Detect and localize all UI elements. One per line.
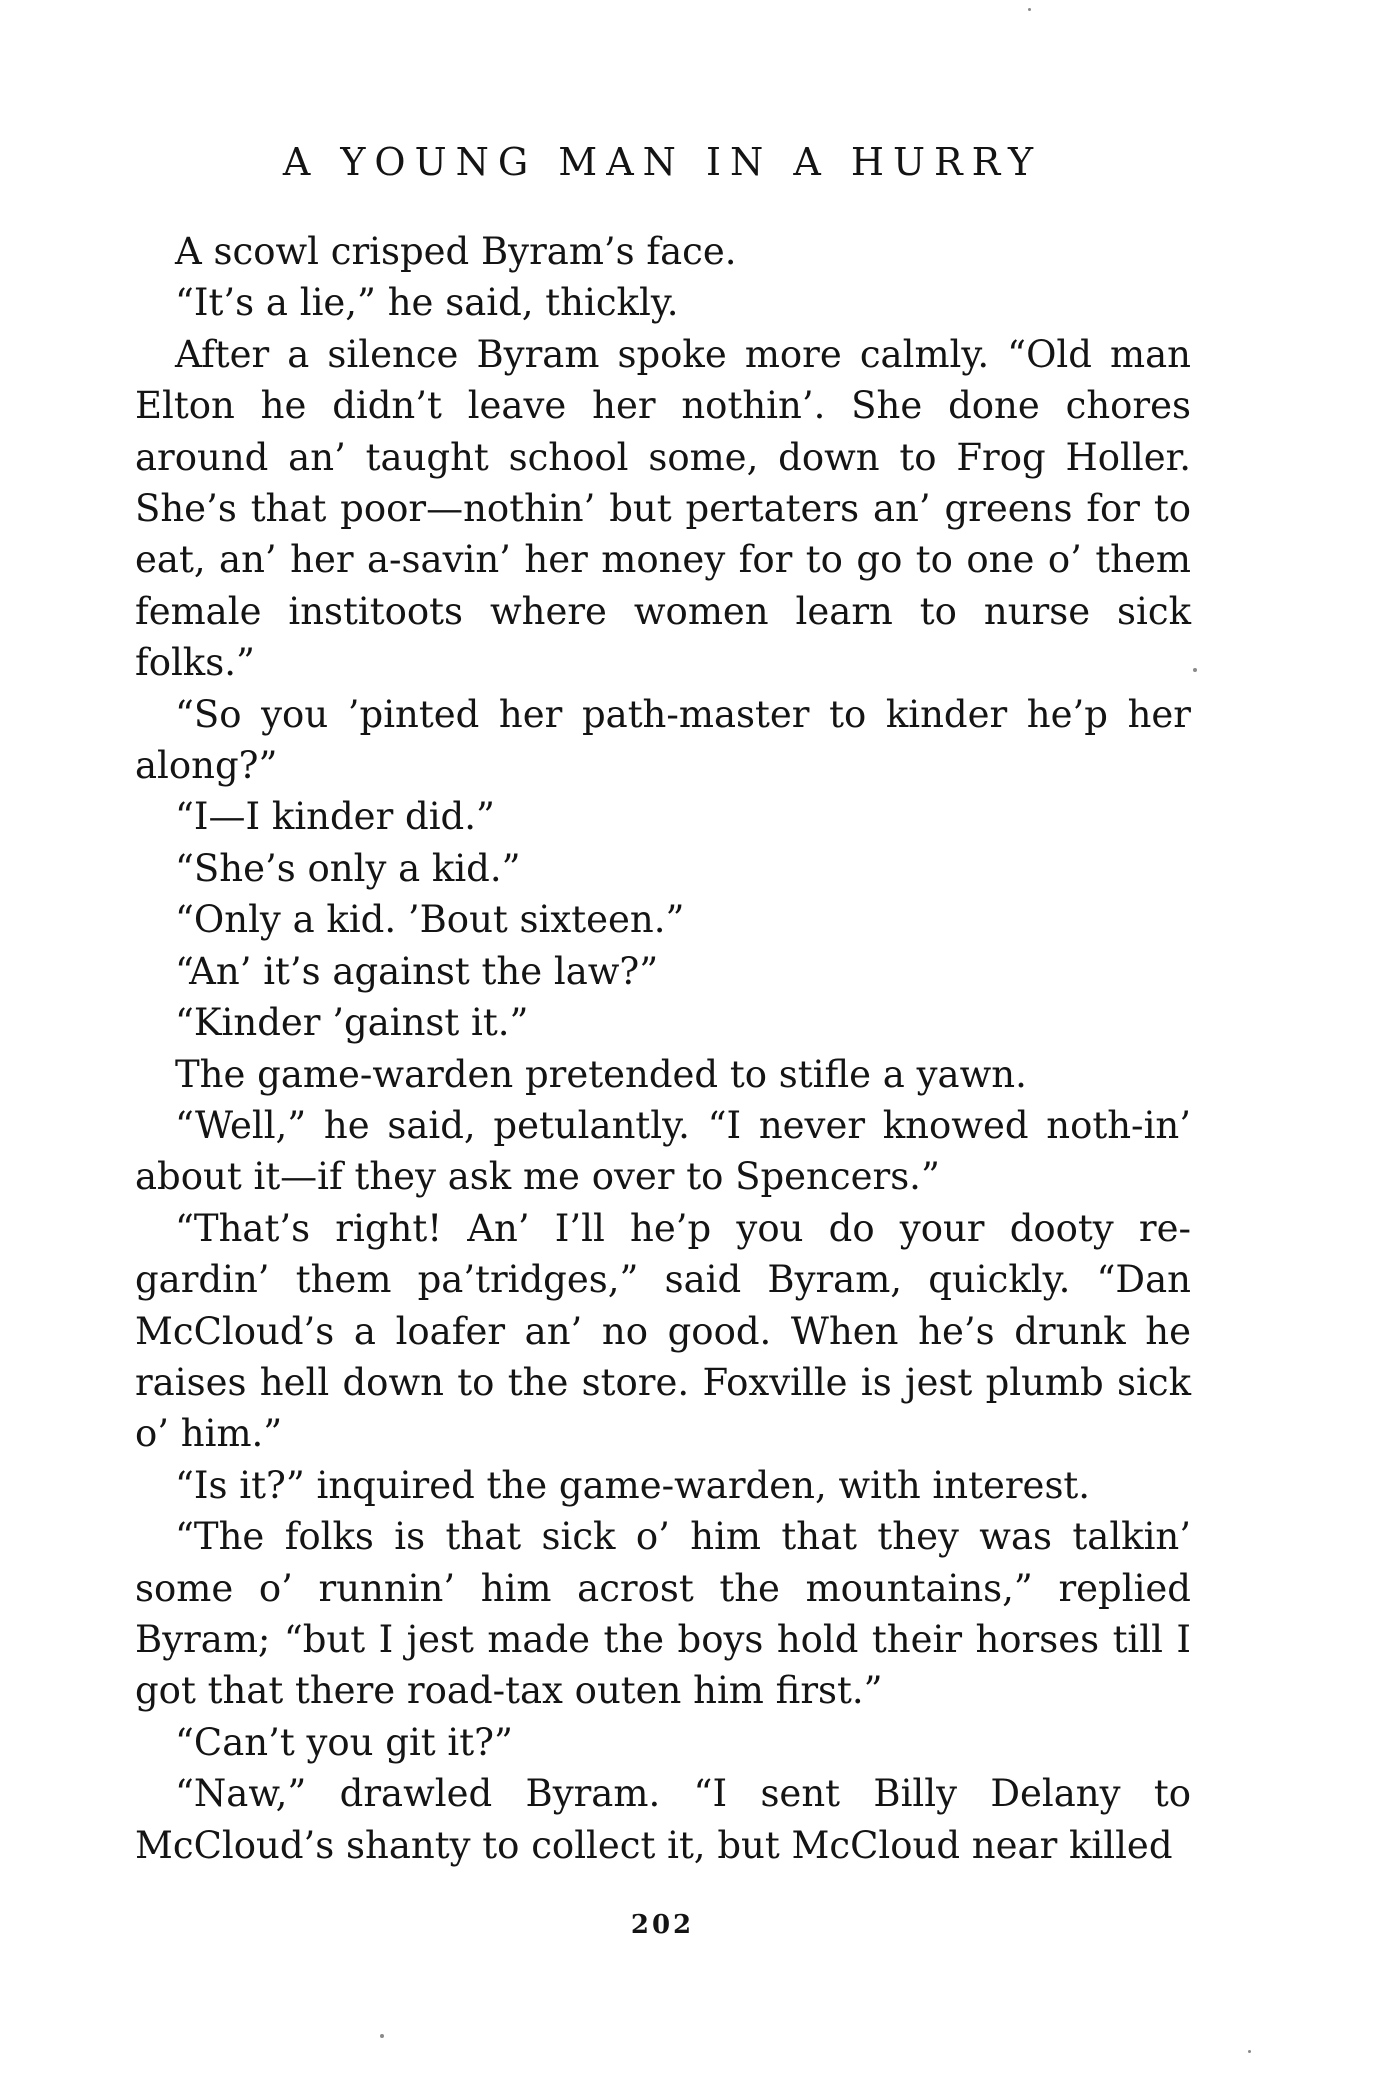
running-head: A YOUNG MAN IN A HURRY: [282, 140, 1043, 184]
paragraph: After a silence Byram spoke more calmly. “Old man Elton he didn’t leave her nothin’. She done chores around an’ taught school some, down to Frog Holler. She’s that poor—nothin’ but pertaters an’ greens for to eat, an’ her a-savin’ her money for to go to one o’ them female institoots where women learn to nurse sick folks.”: [135, 332, 1191, 685]
body-text: [135, 226, 1191, 1871]
paragraph: “Kinder ’gainst it.”: [175, 1001, 529, 1045]
paragraph: “Naw,” drawled Byram. “I sent Billy Delany to McCloud’s shanty to collect it, but McCloud near killed: [135, 1772, 1191, 1867]
paragraph: “An’ it’s against the law?”: [175, 949, 659, 993]
scan-speck: [1028, 8, 1031, 11]
scan-speck: [1248, 2050, 1251, 2053]
paragraph: “It’s a lie,” he said, thickly.: [175, 281, 679, 325]
paragraph: “Well,” he said, petulantly. “I never knowed noth-in’ about it—if they ask me over to Spencers.”: [135, 1103, 1191, 1199]
paragraph: “The folks is that sick o’ him that they was talkin’ some o’ runnin’ him acrost the mountains,” replied Byram; “but I jest made the boys hold their horses till I got that there road-tax outen him first.”: [135, 1515, 1191, 1713]
scan-speck: [1193, 668, 1197, 672]
paragraph: “I—I kinder did.”: [175, 795, 495, 839]
page-number: 202: [630, 1910, 695, 1940]
paragraph: “Is it?” inquired the game-warden, with interest.: [175, 1463, 1091, 1507]
paragraph: “So you ’pinted her path-master to kinder he’p her along?”: [135, 692, 1191, 788]
paragraph: “She’s only a kid.”: [175, 846, 521, 890]
paragraph: A scowl crisped Byram’s face.: [175, 230, 737, 273]
scan-speck: [380, 2034, 384, 2038]
paragraph: “That’s right! An’ I’ll he’p you do your dooty re-gardin’ them pa’tridges,” said Byram, quickly. “Dan McCloud’s a loafer an’ no good. When he’s drunk he raises hell down to the store. Foxville is jest plumb sick o’ him.”: [135, 1206, 1191, 1456]
paragraph: “Only a kid. ’Bout sixteen.”: [175, 898, 685, 942]
paragraph: “Can’t you git it?”: [175, 1720, 513, 1764]
paragraph: The game-warden pretended to stifle a yawn.: [175, 1052, 1027, 1096]
